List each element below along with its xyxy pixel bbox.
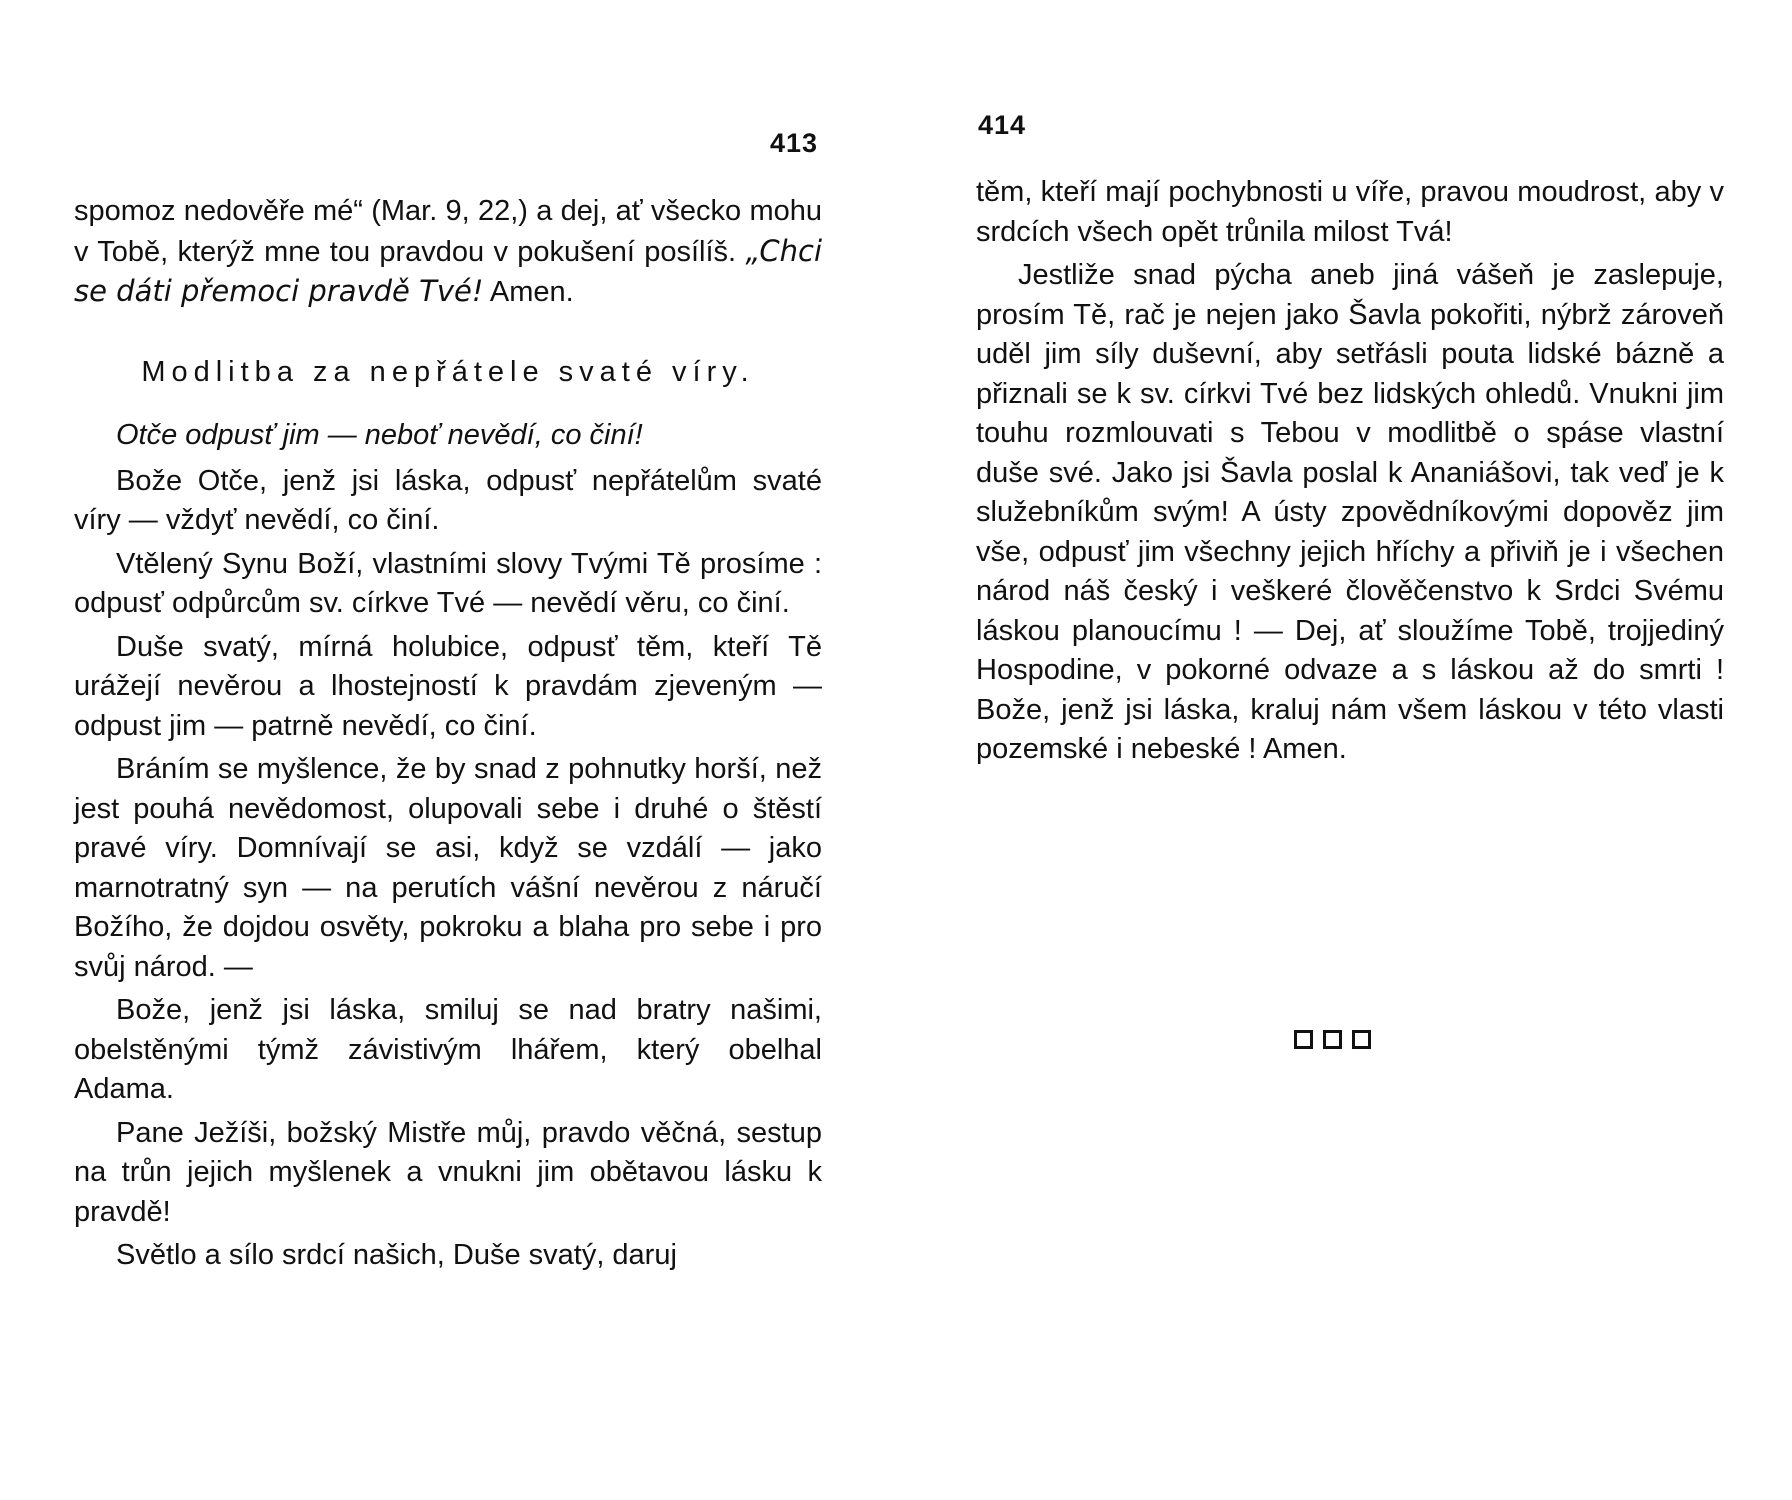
opening-italic-quote: „Chci se dáti přemoci pravdě Tvé! [74,233,822,308]
page-number-414: 414 [978,110,1027,140]
paragraph: Bráním se myšlence, že by snad z pohnutky horší, než jest pouhá nevědomost, olupovali sebe i druhé o štěstí pravé víry. Domnívají se asi, když se vzdálí — jako marnotratný syn — na perutích vášní nevěrou z náručí Božího, že dojdou osvěty, pokroku a blaha pro sebe i pro svůj národ. — [74,753,822,983]
right-page-text [976,173,1724,774]
paragraph: Pane Ježíši, božský Mistře můj, pravdo věčná, sestup na trůn jejich myšlenek a vnukni jim obětavou lásku k pravdě! [74,1116,822,1228]
paragraph: Bože, jenž jsi láska, smiluj se nad bratry našimi, obelstěnými týmž závistivým lhářem, který obelhal Adama. [74,994,822,1105]
paragraph: Jestliže snad pýcha aneb jiná vášeň je zaslepuje, prosím Tě, rač je nejen jako Šavla pokořiti, nýbrž zároveň uděl jim síly duševní, aby setřásli pouta lidské bázně a přiznali se k sv. církvi Tvé bez lidských ohledů. Vnukni jim touhu rozmlouvati s Tebou v modlitbě o spáse vlastní duše své. Jako jsi Šavla poslal k Ananiášovi, tak veď je k služebníkům svým! A ústy zpovědníkovými dopověz jim vše, odpusť jim všechny jejich hříchy a přiviň je i všechen národ náš český i veškeré člověčenstvo k Srdci Svému láskou planoucímu ! — Dej, ať sloužíme Tobě, trojjediný Hospodine, v pokorné odvaze a s láskou až do smrti ! Bože, jenž jsi láska, kraluj nám všem láskou v této vlasti pozemské i nebeské ! Amen. [976,259,1724,765]
square-icon [1352,1030,1371,1049]
square-icon [1294,1030,1313,1049]
end-ornament [1294,1030,1371,1049]
opening-amen: Amen. [483,276,574,308]
paragraph: Vtělený Synu Boží, vlastními slovy Tvými Tě prosíme : odpusť odpůrcům sv. církve Tvé — nevědí věru, co činí. [74,547,822,619]
square-icon [1323,1030,1342,1049]
section-subtitle: Otče odpusť jim — neboť nevědí, co činí! [116,419,643,451]
section-title: Modlitba za nepřátele svaté víry. [141,355,755,388]
paragraph: Světlo a sílo srdcí našich, Duše svatý, daruj [116,1239,677,1271]
continuation-paragraph: těm, kteří mají pochybnosti u víře, pravou moudrost, aby v srdcích všech opět trůnila milost Tvá! [976,176,1724,248]
paragraph: Bože Otče, jenž jsi láska, odpusť nepřátelům svaté víry — vždyť nevědí, co činí. [74,464,822,536]
page-number-413: 413 [769,128,818,158]
left-page [74,0,822,1500]
left-page-text [74,192,822,1280]
right-page [976,0,1724,1500]
opening-text: spomoz nedověře mé“ (Mar. 9, 22,) a dej, ať všecko mohu v Tobě, kterýž mne tou pravdou v pokušení posílíš. [74,195,822,268]
opening-paragraph [74,192,822,313]
paragraph: Duše svatý, mírná holubice, odpusť těm, kteří Tě urážejí nevěrou a lhostejností k pravdám zjeveným — odpust jim — patrně nevědí, co činí. [74,630,822,742]
